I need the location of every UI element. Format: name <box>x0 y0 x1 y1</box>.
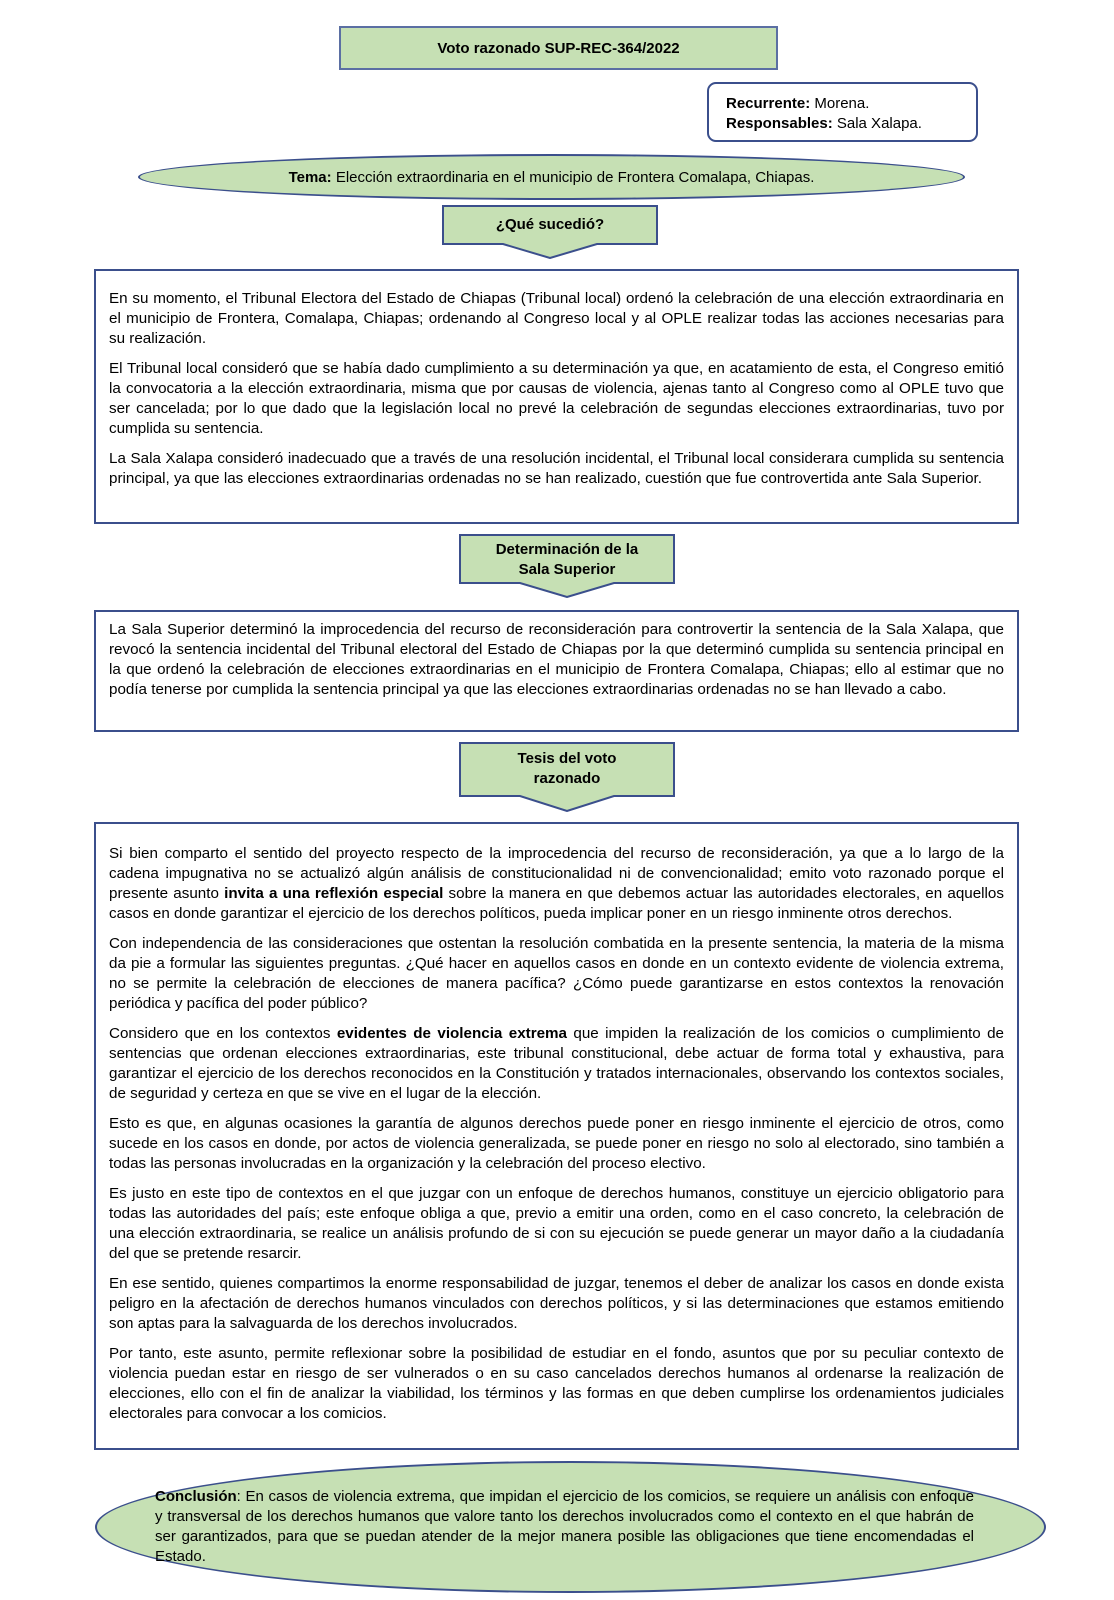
parties-box <box>707 82 978 142</box>
responsables-label: Responsables: <box>726 115 833 132</box>
tesis-paragraph-4: Esto es que, en algunas ocasiones la garantía de algunos derechos puede poner en riesgo inminente el ejercicio de otros, como sucede en los casos en donde, por actos de violencia generalizada, se puede poner en riesgo no solo al electorado, sino también a todas las personas involucradas en la organización y la celebración del proceso electivo. <box>109 1115 1004 1172</box>
recurrente-line <box>726 94 976 114</box>
tema-text <box>289 169 815 186</box>
tesis-paragraph-1 <box>109 844 1004 924</box>
determinacion-callout <box>459 534 675 598</box>
tesis-paragraph-3-c: que impiden la realización de los comicios o cumplimiento de sentencias que ordenan elecciones extraordinarias, este tribunal constitucional, debe actuar de forma total y exhaustiva, para garantizar el ejercicio de los derechos reconocidos en la Constitución y tratados internacionales, observando los contextos sociales, de seguridad y certeza en que se vive en el lugar de la elección. <box>109 1025 1004 1102</box>
tesis-box <box>94 822 1019 1450</box>
que-sucedio-paragraph-1: En su momento, el Tribunal Electora del Estado de Chiapas (Tribunal local) ordenó la celebración de una elección extraordinaria en el municipio de Frontera, Comalapa, Chiapas; ordenando al Congreso local y al OPLE realizar todas las acciones necesarias para su realización. <box>109 290 1004 347</box>
determinacion-box <box>94 610 1019 732</box>
tema-label: Tema: <box>288 168 332 186</box>
tesis-paragraph-1-c: sobre la manera en que debemos actuar las autoridades electorales, en aquellos casos en donde garantizar el ejercicio de los derechos políticos, pueda implicar poner en un riesgo inminente otros derechos. <box>109 885 1004 922</box>
determinacion-paragraph: La Sala Superior determinó la improcedencia del recurso de reconsideración para controvertir la sentencia de la Sala Xalapa, que revocó la sentencia incidental del Tribunal electoral del Estado de Chiapas por la que determinó cumplida su sentencia principal en la que ordenó la celebración de elecciones extraordinarias en el municipio de Frontera Comalapa, Chiapas; ello al estimar que no podía tenerse por cumplida la sentencia principal ya que las elecciones extraordinarias ordenadas no se han llevado a cabo. <box>109 621 1004 698</box>
tesis-paragraph-7: Por tanto, este asunto, permite reflexionar sobre la posibilidad de estudiar en el fondo, asuntos que por su peculiar contexto de violencia puedan estar en riesgo de ser vulnerados o en su caso cancelados derechos humanos al ordenarse la realización de elecciones, ello con el fin de analizar la viabilidad, los términos y las formas en que deben cumplirse los ordenamientos judiciales electorales para convocar a los comicios. <box>109 1345 1004 1422</box>
responsables-line <box>726 114 976 134</box>
conclusion-ellipse <box>95 1461 1046 1593</box>
determinacion-label-line-2: Sala Superior <box>518 561 616 578</box>
tesis-paragraph-3-emphasis: evidentes de violencia extrema <box>336 1025 568 1042</box>
conclusion-text <box>155 1487 974 1567</box>
tesis-paragraph-3-a: Considero que en los contextos <box>109 1025 337 1042</box>
tema-ellipse <box>138 154 965 200</box>
que-sucedio-label: ¿Qué sucedió? <box>495 216 605 233</box>
tesis-paragraph-1-a: Si bien comparto el sentido del proyecto respecto de la improcedencia del recurso de reconsideración, ya que a lo largo de la cadena impugnativa no se actualizó algún análisis de constitucionalidad ni de convencionalidad; emito voto razonado porque el presente asunto <box>109 845 1004 902</box>
document-title <box>339 26 778 70</box>
tesis-label-line-2: razonado <box>533 770 601 787</box>
conclusion-label: Conclusión <box>155 1488 237 1505</box>
conclusion-value: : En casos de violencia extrema, que impidan el ejercicio de los comicios, se requiere un análisis con enfoque y transversal de los derechos humanos que valore tanto los derechos involucrados como el contexto en el que habrán de ser garantizados, para que se puedan atender de la mejor manera posible las obligaciones que tiene encomendadas el Estado. <box>155 1488 974 1565</box>
tesis-paragraph-6: En ese sentido, quienes compartimos la enorme responsabilidad de juzgar, tenemos el deber de analizar los casos en donde exista peligro en la afectación de derechos humanos vinculados con derechos políticos, y si las determinaciones que estamos emitiendo son aptas para la salvaguarda de los derechos involucrados. <box>109 1275 1004 1332</box>
tema-value: Elección extraordinaria en el municipio de Frontera Comalapa, Chiapas. <box>331 168 815 186</box>
que-sucedio-callout <box>442 205 658 259</box>
tesis-paragraph-1-emphasis: invita a una reflexión especial <box>224 885 444 902</box>
tesis-label <box>459 749 675 789</box>
recurrente-value: Morena. <box>810 95 870 112</box>
tesis-paragraph-2: Con independencia de las consideraciones que ostentan la resolución combatida en la presente sentencia, la materia de la misma da pie a formular las siguientes preguntas. ¿Qué hacer en aquellos casos en donde en un contexto evidente de violencia extrema, no se permite la celebración de elecciones de manera pacífica? ¿Cómo puede garantizarse en estos contextos la renovación periódica y pacífica del poder público? <box>109 935 1004 1012</box>
responsables-value: Sala Xalapa. <box>832 115 922 132</box>
tesis-callout <box>459 742 675 812</box>
que-sucedio-box <box>94 269 1019 524</box>
tesis-label-line-1: Tesis del voto <box>517 750 617 767</box>
que-sucedio-paragraph-3: La Sala Xalapa consideró inadecuado que a través de una resolución incidental, el Tribunal local considerara cumplida su sentencia principal, ya que las elecciones extraordinarias ordenadas no se han realizado, cuestión que fue controvertida ante Sala Superior. <box>109 450 1004 487</box>
tesis-paragraph-3 <box>109 1024 1004 1104</box>
title-text: Voto razonado SUP-REC-364/2022 <box>437 39 680 57</box>
determinacion-label-line-1: Determinación de la <box>495 541 639 558</box>
recurrente-label: Recurrente: <box>726 95 811 112</box>
determinacion-label <box>459 540 675 580</box>
tesis-paragraph-5: Es justo en este tipo de contextos en el que juzgar con un enfoque de derechos humanos, constituye un ejercicio obligatorio para todas las autoridades del país; este enfoque obliga a que, previo a emitir una orden, como en el caso concreto, la celebración de una elección extraordinaria, se realice un análisis profundo de si con su ejecución se puede generar un mayor daño a la ciudadanía del que se pretende resarcir. <box>109 1185 1004 1262</box>
que-sucedio-paragraph-2: El Tribunal local consideró que se había dado cumplimiento a su determinación ya que, en acatamiento de esta, el Congreso emitió la convocatoria a la elección extraordinaria, misma que por causas de violencia, ajenas tanto al Congreso como al OPLE tuvo que ser cancelada; por lo que dado que la legislación local no prevé la celebración de segundas elecciones extraordinarias, tuvo por cumplida su sentencia. <box>109 360 1004 437</box>
